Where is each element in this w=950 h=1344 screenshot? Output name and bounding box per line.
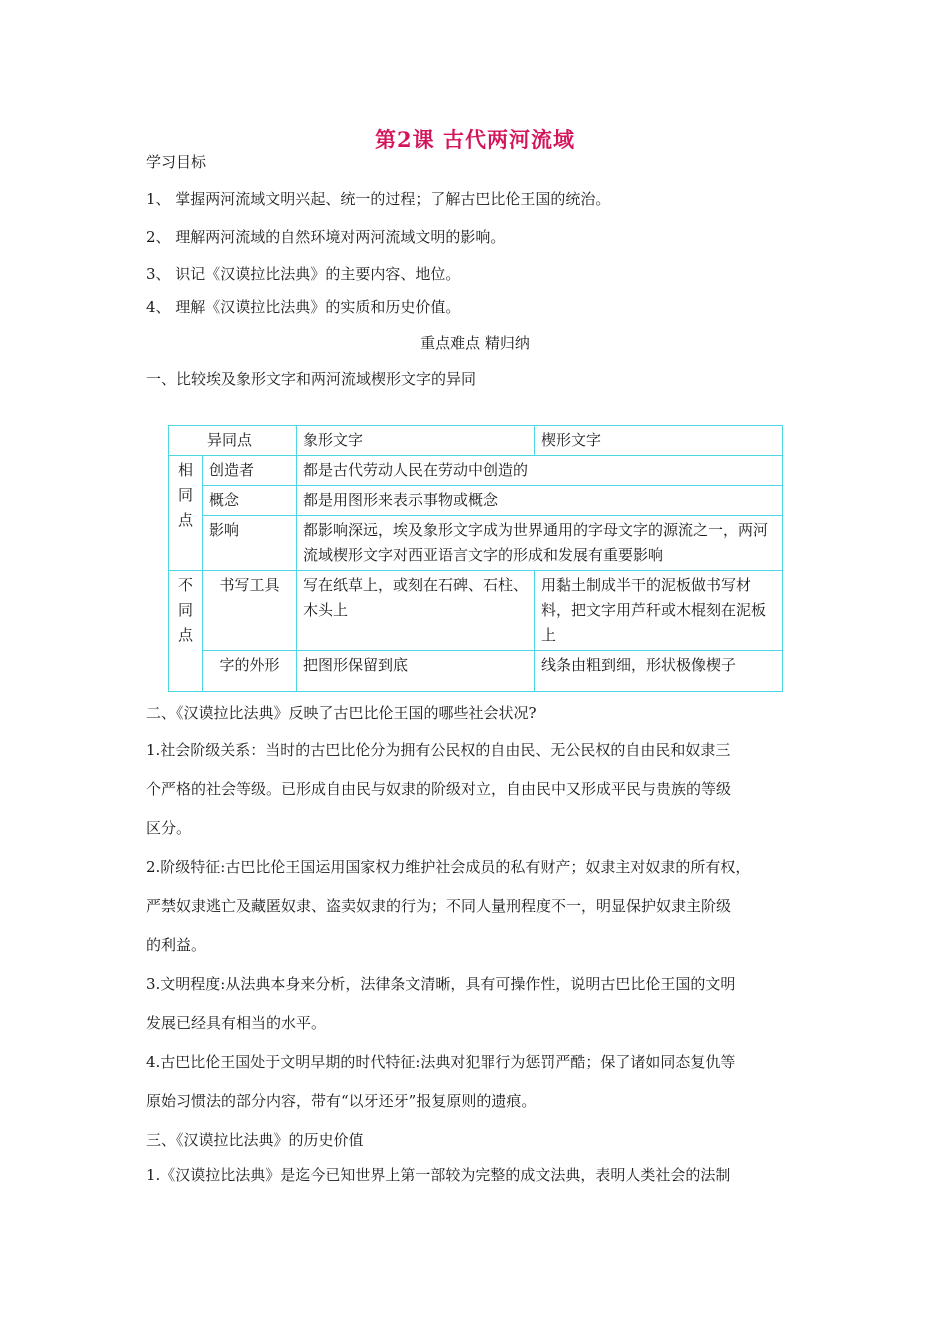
hieroglyph-cell: 写在纸草上，或刻在石碑、石柱、木头上 xyxy=(297,571,535,651)
objectives-heading: 学习目标 xyxy=(146,153,207,171)
paragraph-line: 原始习惯法的部分内容，带有“以牙还牙”报复原则的遗痕。 xyxy=(146,1092,537,1110)
same-points-label-text: 相 同 点 xyxy=(177,461,193,529)
section3-paragraph xyxy=(146,1156,826,1195)
comparison-table xyxy=(168,425,783,692)
table-row xyxy=(169,456,783,486)
section2-paragraph xyxy=(146,848,826,965)
cuneiform-cell: 线条由粗到细，形状极像楔子 xyxy=(535,651,783,692)
paragraph-line: 区分。 xyxy=(146,819,192,837)
row-label: 概念 xyxy=(203,486,297,516)
objective-item: 3、 识记《汉谟拉比法典》的主要内容、地位。 xyxy=(146,265,461,283)
section2-paragraph xyxy=(146,1043,826,1121)
row-label: 影响 xyxy=(203,516,297,571)
section2-paragraph xyxy=(146,731,826,848)
table-header-cell: 异同点 xyxy=(169,426,297,456)
cuneiform-cell: 用黏土制成半干的泥板做书写材料，把文字用芦秆或木棍刻在泥板上 xyxy=(535,571,783,651)
paragraph-line: 2.阶级特征:古巴比伦王国运用国家权力维护社会成员的私有财产；奴隶主对奴隶的所有权， xyxy=(146,858,751,876)
objective-item: 4、 理解《汉谟拉比法典》的实质和历史价值。 xyxy=(146,298,461,316)
paragraph-line: 严禁奴隶逃亡及藏匿奴隶、盗卖奴隶的行为；不同人量刑程度不一，明显保护奴隶主阶级 xyxy=(146,897,732,915)
paragraph-line: 的利益。 xyxy=(146,936,207,954)
objective-item: 2、 理解两河流域的自然环境对两河流域文明的影响。 xyxy=(146,228,506,246)
row-value: 都影响深远，埃及象形文字成为世界通用的字母文字的源流之一，两河流域楔形文字对西亚语言文字的形成和发展有重要影响 xyxy=(297,516,783,571)
row-label: 字的外形 xyxy=(203,651,297,692)
paragraph-line: 1.《汉谟拉比法典》是迄今已知世界上第一部较为完整的成文法典，表明人类社会的法制 xyxy=(146,1166,731,1184)
row-value: 都是古代劳动人民在劳动中创造的 xyxy=(297,456,783,486)
table-header-cell: 象形文字 xyxy=(297,426,535,456)
key-points-heading: 重点难点 精归纳 xyxy=(420,334,530,352)
section1-heading: 一、比较埃及象形文字和两河流域楔形文字的异同 xyxy=(146,370,477,388)
table-row xyxy=(169,516,783,571)
diff-points-label xyxy=(169,571,203,692)
section2-heading: 二、《汉谟拉比法典》反映了古巴比伦王国的哪些社会状况? xyxy=(146,704,537,722)
page-title: 第2课 古代两河流域 xyxy=(375,127,575,152)
same-points-label xyxy=(169,456,203,571)
row-label: 创造者 xyxy=(203,456,297,486)
table-row xyxy=(169,651,783,692)
diff-points-label-text: 不 同 点 xyxy=(177,576,193,644)
paragraph-line: 4.古巴比伦王国处于文明早期的时代特征:法典对犯罪行为惩罚严酷；保了诸如同态复仇等 xyxy=(146,1053,736,1071)
row-label: 书写工具 xyxy=(203,571,297,651)
table-row xyxy=(169,486,783,516)
section2-paragraph xyxy=(146,965,826,1043)
paragraph-line: 个严格的社会等级。已形成自由民与奴隶的阶级对立，自由民中又形成平民与贵族的等级 xyxy=(146,780,732,798)
row-value: 都是用图形来表示事物或概念 xyxy=(297,486,783,516)
paragraph-line: 3.文明程度:从法典本身来分析，法律条文清晰，具有可操作性，说明古巴比伦王国的文明 xyxy=(146,975,736,993)
section3-heading: 三、《汉谟拉比法典》的历史价值 xyxy=(146,1131,364,1149)
table-header-cell: 楔形文字 xyxy=(535,426,783,456)
paragraph-line: 发展已经具有相当的水平。 xyxy=(146,1014,327,1032)
table-row xyxy=(169,571,783,651)
objective-item: 1、 掌握两河流域文明兴起、统一的过程；了解古巴比伦王国的统治。 xyxy=(146,190,611,208)
hieroglyph-cell: 把图形保留到底 xyxy=(297,651,535,692)
table-header-row xyxy=(169,426,783,456)
paragraph-line: 1.社会阶级关系：当时的古巴比伦分为拥有公民权的自由民、无公民权的自由民和奴隶三 xyxy=(146,741,731,759)
